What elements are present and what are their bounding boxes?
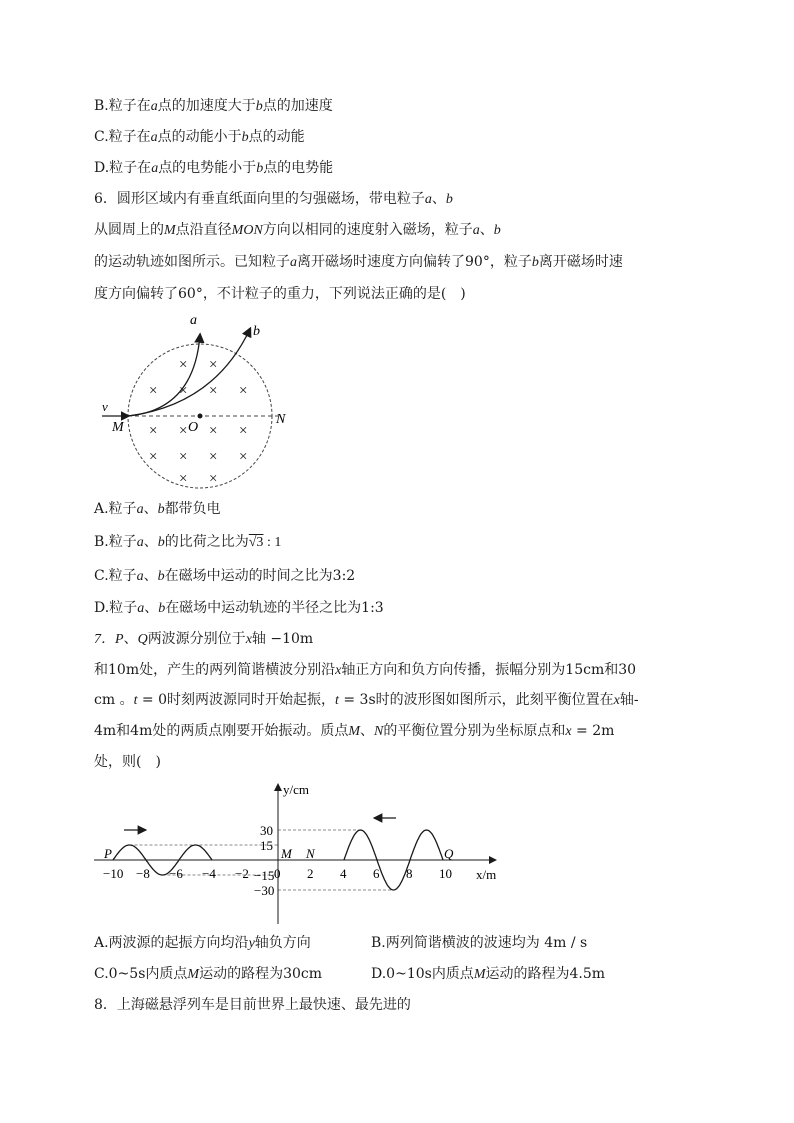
text: 4m和4m处的两质点刚要开始振动。质点: [94, 723, 349, 739]
text: 的比荷之比为: [164, 534, 249, 550]
x-tick-label: −10: [103, 866, 124, 881]
label-o: O: [188, 420, 199, 435]
q7-option-a: [94, 933, 311, 954]
text: 点沿直径: [175, 222, 232, 238]
text: 离开磁场时速度方向偏转了90°，粒子: [297, 254, 532, 270]
trajectory-b: [128, 329, 250, 416]
field-cross: ×: [179, 471, 188, 487]
question-number: 7．: [94, 632, 115, 647]
text: 点的加速度: [262, 98, 333, 114]
q6-stem-line2: [94, 220, 501, 241]
var-y: y: [248, 936, 255, 951]
center-point-o: [198, 414, 203, 419]
text: 和10m处，产生的两列简谐横波分别沿: [94, 662, 336, 678]
var-a: a: [151, 161, 159, 176]
field-cross: ×: [179, 449, 188, 465]
field-cross: ×: [239, 423, 248, 439]
text: 在磁场中运动的时间之比为3:2: [164, 568, 356, 584]
field-cross: ×: [209, 423, 218, 439]
y-tick-label: −15: [254, 868, 275, 883]
q6-magnetic-field-figure: [94, 305, 314, 495]
text: 点的电势能: [263, 160, 334, 176]
var-b: b: [493, 223, 501, 238]
text: C.粒子在: [94, 129, 151, 145]
text: 两波源分别位于: [147, 631, 246, 647]
text: 点的动能: [248, 129, 305, 145]
text: A.粒子: [94, 501, 137, 517]
text: 的平衡位置分别为坐标原点和: [383, 723, 566, 739]
text: D.粒子在: [94, 160, 152, 176]
var-t: t: [335, 693, 339, 708]
q7-stem-line4: [94, 721, 614, 742]
x-tick-label: −8: [136, 866, 150, 881]
var-b: b: [157, 535, 165, 550]
var-x: x: [613, 693, 620, 708]
field-cross: ×: [149, 423, 158, 439]
q6-option-d: [94, 598, 384, 619]
q5-option-c: [94, 127, 305, 148]
var-mon: MON: [231, 223, 263, 238]
var-a: a: [136, 569, 144, 584]
q7-wave-figure: [94, 778, 514, 928]
q7-stem-line1: [94, 629, 313, 650]
field-cross: ×: [209, 383, 218, 399]
var-b: b: [445, 192, 453, 207]
var-a: a: [472, 223, 480, 238]
text: 、: [431, 191, 446, 207]
var-b: b: [157, 569, 165, 584]
var-a: a: [150, 130, 158, 145]
var-b: b: [158, 601, 166, 616]
text: 、: [143, 568, 158, 584]
var-t: t: [133, 693, 138, 708]
q5-option-b: [94, 96, 333, 117]
text: A.两波源的起振方向均沿: [94, 935, 249, 951]
text: 运动的路程为4.5m: [485, 966, 606, 982]
text: 点的动能小于: [157, 129, 242, 145]
text: 点的电势能小于: [158, 160, 257, 176]
text: 运动的路程为30cm: [199, 966, 323, 982]
text: 轴-: [619, 692, 639, 708]
text: B.粒子在: [94, 98, 151, 114]
text: 、: [360, 723, 375, 739]
label-v: v: [102, 399, 108, 414]
text: = 2m: [571, 723, 615, 739]
label-a: a: [190, 313, 197, 328]
q7-option-c: [94, 964, 322, 985]
var-q: Q: [137, 632, 148, 647]
q6-stem-line3: [94, 252, 623, 273]
text: C.0~5s内质点: [94, 966, 188, 982]
label-q: Q: [444, 846, 454, 861]
field-cross: ×: [239, 449, 248, 465]
text: 方向以相同的速度射入磁场，粒子: [262, 222, 473, 238]
text: D.0~10s内质点: [371, 966, 474, 982]
label-b: b: [253, 324, 260, 339]
x-tick-labels: [103, 866, 452, 881]
text: 的运动轨迹如图所示。已知粒子: [94, 254, 290, 270]
y-axis-label: y/cm: [283, 782, 309, 797]
text: = 0时刻两波源同时开始起振，: [137, 692, 336, 708]
var-a: a: [136, 502, 144, 517]
trajectory-a: [128, 335, 200, 416]
var-b: b: [256, 161, 264, 176]
x-tick-label: 4: [340, 866, 347, 881]
var-b: b: [531, 255, 539, 270]
q7-stem-line3: [94, 690, 639, 711]
y-tick-label: 15: [260, 838, 273, 853]
x-tick-label: 6: [373, 866, 380, 881]
text: 轴正方向和负方向传播，振幅分别为15cm和30: [341, 662, 637, 678]
q5-option-d: [94, 158, 333, 179]
q6-option-a: [94, 499, 221, 520]
x-tick-label: −4: [202, 866, 216, 881]
sqrt-three: √3: [248, 535, 264, 550]
q7-option-b: B.两列简谐横波的波速均为 4m / s: [371, 935, 588, 951]
var-a: a: [136, 535, 144, 550]
q7-stem-line5: 处，则( ): [94, 754, 161, 770]
x-tick-label: −2: [235, 866, 249, 881]
text: 在磁场中运动轨迹的半径之比为1:3: [165, 600, 384, 616]
x-tick-label: 10: [439, 866, 452, 881]
text: 轴 −10m: [251, 631, 314, 647]
var-a: a: [424, 192, 432, 207]
text: cm 。: [94, 692, 134, 708]
var-b: b: [255, 99, 263, 114]
label-m: M: [112, 420, 124, 435]
var-a: a: [290, 255, 297, 270]
text: 离开磁场时速: [538, 254, 623, 270]
var-b: b: [241, 130, 249, 145]
text: B.粒子: [94, 534, 137, 550]
field-cross: ×: [209, 357, 218, 373]
q6-stem-line1: [94, 189, 453, 210]
q8-stem-line1: 8．上海磁悬浮列车是目前世界上最快速、最先进的: [94, 997, 411, 1013]
text: 、: [479, 222, 494, 238]
x-axis-label: x/m: [476, 867, 497, 882]
var-b: b: [157, 502, 165, 517]
label-m: M: [281, 846, 292, 861]
x-tick-label: 0: [274, 866, 281, 881]
text: 、: [143, 501, 158, 517]
var-n: N: [374, 724, 384, 739]
text: 点的加速度大于: [157, 98, 256, 114]
text: = 3s时的波形图如图所示，此刻平衡位置在: [338, 692, 614, 708]
var-m: M: [187, 967, 200, 982]
field-cross: ×: [179, 383, 188, 399]
var-x: x: [335, 663, 342, 678]
label-n: N: [276, 412, 286, 427]
var-a: a: [137, 601, 145, 616]
y-tick-label: 30: [260, 823, 273, 838]
var-m: M: [348, 724, 361, 739]
text: 从圆周上的: [94, 222, 164, 238]
text: : 1: [263, 535, 282, 550]
text: 轴负方向: [254, 935, 311, 951]
field-cross: ×: [179, 357, 188, 373]
field-cross: ×: [209, 449, 218, 465]
var-a: a: [150, 99, 158, 114]
field-cross: ×: [149, 383, 158, 399]
field-cross: ×: [149, 449, 158, 465]
q6-option-c: [94, 566, 355, 587]
var-m: M: [164, 223, 176, 238]
q7-option-d: [371, 964, 605, 985]
text: C.粒子: [94, 568, 137, 584]
var-x: x: [565, 724, 572, 739]
x-tick-label: 8: [406, 866, 413, 881]
field-crosses: [149, 357, 247, 487]
text: 、: [143, 534, 158, 550]
field-cross: ×: [239, 383, 248, 399]
field-cross: ×: [179, 423, 188, 439]
var-x: x: [245, 632, 252, 647]
q6-stem-line4: 度方向偏转了60°，不计粒子的重力，下列说法正确的是( ): [94, 286, 466, 302]
field-cross: ×: [209, 471, 218, 487]
q6-option-b: [94, 532, 281, 553]
x-tick-label: −6: [169, 866, 183, 881]
y-tick-label: −30: [254, 883, 275, 898]
label-n: N: [306, 846, 315, 861]
var-p: P: [115, 632, 124, 647]
q7-stem-line2: [94, 660, 636, 681]
var-m: M: [473, 967, 486, 982]
text: 6．圆形区域内有垂直纸面向里的匀强磁场，带电粒子: [94, 191, 425, 207]
text: D.粒子: [94, 600, 138, 616]
label-p: P: [104, 846, 112, 861]
text: 、: [144, 600, 159, 616]
x-tick-label: 2: [307, 866, 314, 881]
text: 、: [123, 631, 138, 647]
text: 都带负电: [164, 501, 221, 517]
